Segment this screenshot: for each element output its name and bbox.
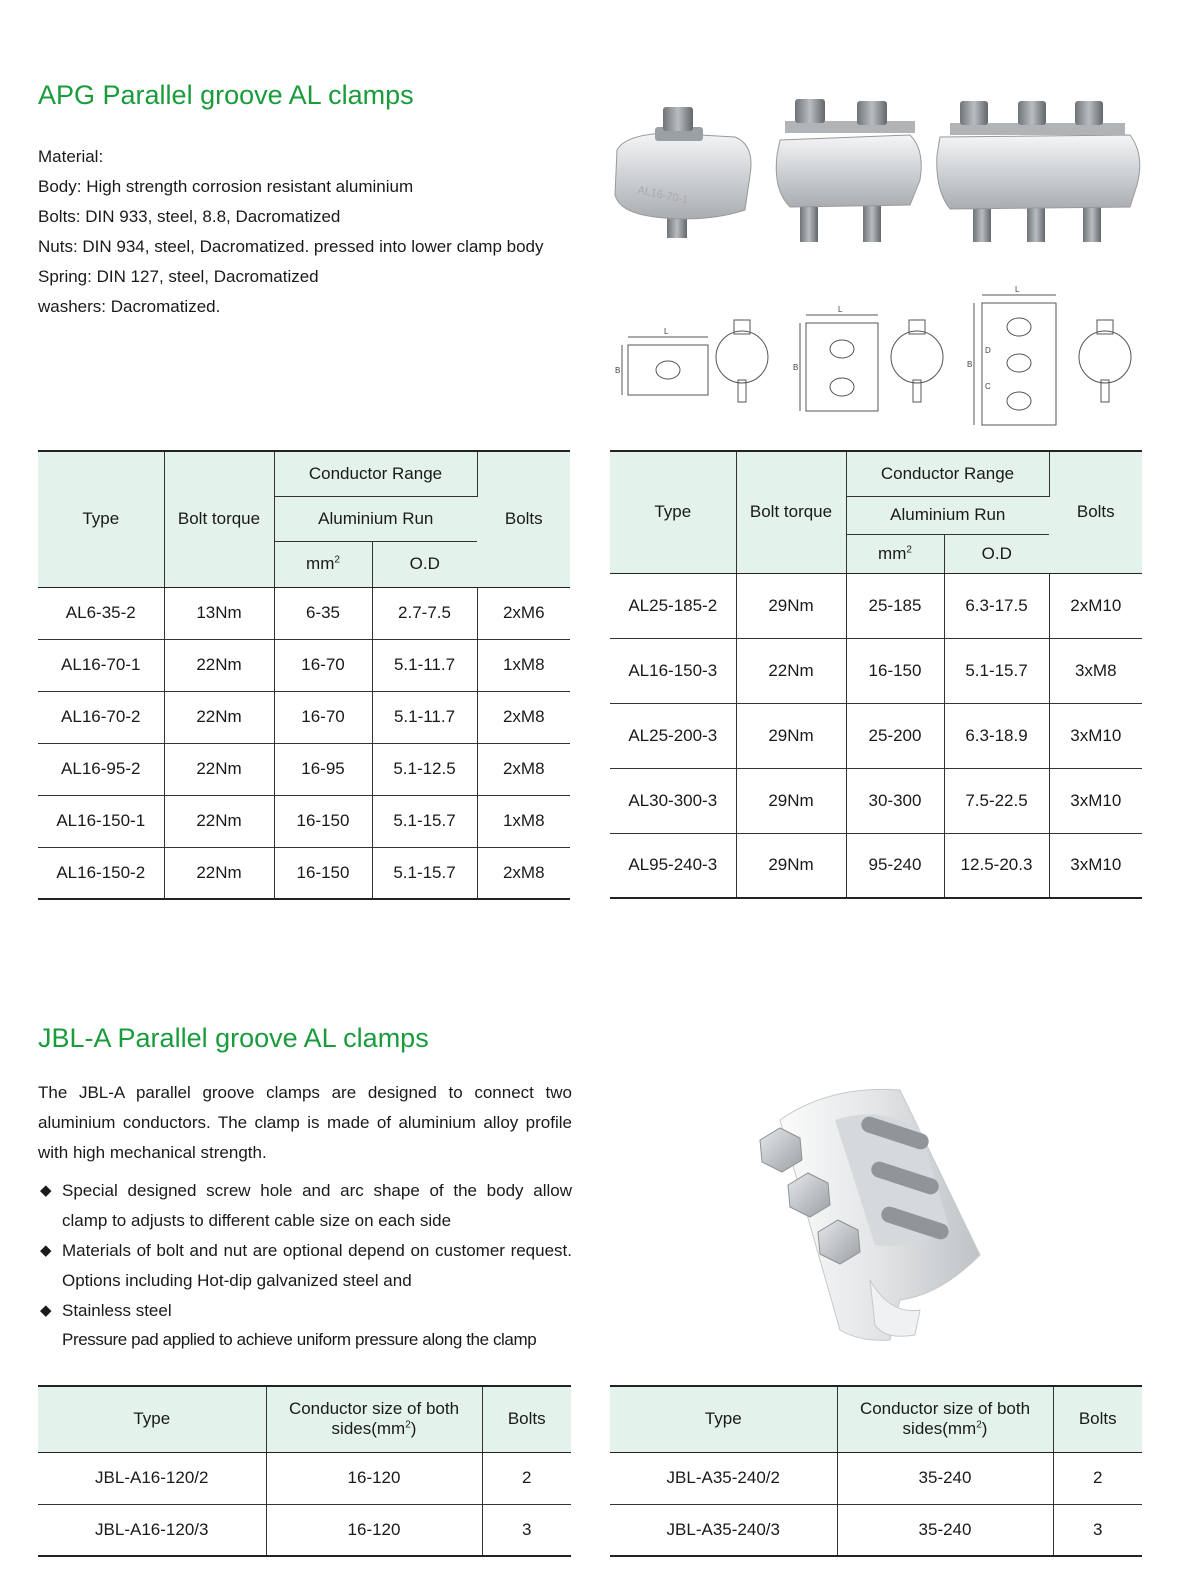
col-mm2: $mm^2$ bbox=[274, 541, 372, 587]
dim-label-b: B bbox=[967, 360, 973, 369]
material-line: Nuts: DIN 934, steel, Dacromatized. pressed into lower clamp body bbox=[38, 237, 544, 256]
diamond-bullet-icon: ◆ bbox=[40, 1182, 52, 1199]
col-conductor-size: Conductor size of both $sides(mm^2)$ bbox=[266, 1386, 482, 1452]
col-aluminium-run: Aluminium Run bbox=[846, 496, 1049, 534]
table-row: AL16-70-1 22Nm 16-70 5.1-11.7 1xM8 bbox=[38, 639, 570, 691]
dim-label-b: B bbox=[793, 363, 799, 372]
col-aluminium-run: Aluminium Run bbox=[274, 496, 477, 541]
jbl-feature-list bbox=[38, 1176, 572, 1326]
col-type: Type bbox=[38, 451, 164, 587]
col-conductor-size: Conductor size of both $sides(mm^2)$ bbox=[837, 1386, 1053, 1452]
col-bolts: Bolts bbox=[482, 1386, 571, 1452]
col-bolts: Bolts bbox=[1049, 451, 1142, 573]
apg-technical-drawings bbox=[612, 285, 1152, 430]
table-row: AL6-35-2 13Nm 6-35 2.7-7.5 2xM6 bbox=[38, 587, 570, 639]
dim-label-b: B bbox=[615, 366, 621, 375]
table-row: AL25-185-2 29Nm 25-185 6.3-17.5 2xM10 bbox=[610, 573, 1142, 638]
clamp-3bolt bbox=[937, 101, 1140, 242]
material-line: Body: High strength corrosion resistant aluminium bbox=[38, 177, 414, 196]
clamp-1bolt bbox=[615, 107, 751, 238]
clamp-2bolt bbox=[776, 99, 921, 242]
diamond-bullet-icon: ◆ bbox=[40, 1242, 52, 1259]
apg-material-list bbox=[38, 142, 608, 322]
jbl-intro: The JBL-A parallel groove clamps are designed to connect two aluminium conductors. The clamp is made of aluminium alloy profile with high mechanical strength. bbox=[38, 1083, 572, 1162]
drawing-2bolt-section bbox=[891, 320, 943, 402]
col-bolt-torque: Bolt torque bbox=[164, 451, 274, 587]
col-type: Type bbox=[610, 451, 736, 573]
apg-title: APG Parallel groove AL clamps bbox=[38, 80, 414, 110]
table-row: JBL-A16-120/3 16-120 3 bbox=[38, 1504, 571, 1556]
drawing-3bolt-section bbox=[1079, 320, 1131, 402]
drawing-1bolt-section bbox=[716, 320, 768, 402]
table-row: AL95-240-3 29Nm 95-240 12.5-20.3 3xM10 bbox=[610, 833, 1142, 898]
material-line: Material: bbox=[38, 147, 104, 166]
material-line: washers: Dacromatized. bbox=[38, 297, 221, 316]
dim-label-c: C bbox=[985, 382, 991, 391]
clamp-marking: AL16-70-1 bbox=[636, 184, 690, 207]
table-row: AL16-95-2 22Nm 16-95 5.1-12.5 2xM8 bbox=[38, 743, 570, 795]
table-row: AL16-150-3 22Nm 16-150 5.1-15.7 3xM8 bbox=[610, 638, 1142, 703]
list-item: ◆ Materials of bolt and nut are optional depend on customer request. Options including Hot-dip galvanized steel and bbox=[38, 1236, 572, 1296]
col-od: O.D bbox=[372, 541, 477, 587]
table-row: AL25-200-3 29Nm 25-200 6.3-18.9 3xM10 bbox=[610, 703, 1142, 768]
table-row: AL16-150-1 22Nm 16-150 5.1-15.7 1xM8 bbox=[38, 795, 570, 847]
table-row: AL16-70-2 22Nm 16-70 5.1-11.7 2xM8 bbox=[38, 691, 570, 743]
diamond-bullet-icon: ◆ bbox=[40, 1302, 52, 1319]
dim-label-l: L bbox=[838, 305, 843, 314]
table-row: JBL-A35-240/3 35-240 3 bbox=[610, 1504, 1142, 1556]
dim-label-l: L bbox=[664, 327, 669, 336]
material-line: Spring: DIN 127, steel, Dacromatized bbox=[38, 267, 319, 286]
jbl-title: JBL-A Parallel groove AL clamps bbox=[38, 1023, 429, 1053]
jbl-spec-table-left bbox=[38, 1385, 571, 1557]
table-row: JBL-A35-240/2 35-240 2 bbox=[610, 1452, 1142, 1504]
col-mm2: $mm^2$ bbox=[846, 534, 944, 573]
col-type: Type bbox=[38, 1386, 266, 1452]
apg-clamps-photo bbox=[605, 95, 1165, 255]
apg-spec-table-left bbox=[38, 450, 570, 900]
dim-label-d: D bbox=[985, 346, 991, 355]
table-row: AL30-300-3 29Nm 30-300 7.5-22.5 3xM10 bbox=[610, 768, 1142, 833]
list-item: ◆ Special designed screw hole and arc shape of the body allow clamp to adjusts to different cable size on each side bbox=[38, 1176, 572, 1236]
drawing-3bolt-plan bbox=[974, 295, 1056, 425]
col-bolt-torque: Bolt torque bbox=[736, 451, 846, 573]
col-type: Type bbox=[610, 1386, 837, 1452]
col-bolts: Bolts bbox=[477, 451, 570, 587]
col-conductor-range: Conductor Range bbox=[274, 451, 477, 496]
col-conductor-range: Conductor Range bbox=[846, 451, 1049, 496]
drawing-1bolt-plan bbox=[622, 337, 708, 395]
jbl-pressure-pad-note: Pressure pad applied to achieve uniform pressure along the clamp bbox=[62, 1330, 537, 1349]
col-bolts: Bolts bbox=[1053, 1386, 1142, 1452]
col-od: O.D bbox=[944, 534, 1049, 573]
list-item: ◆ Stainless steel bbox=[38, 1296, 572, 1326]
apg-spec-table-right bbox=[610, 450, 1142, 899]
dim-label-l: L bbox=[1015, 285, 1020, 294]
drawing-2bolt-plan bbox=[800, 315, 878, 411]
table-row: AL16-150-2 22Nm 16-150 5.1-15.7 2xM8 bbox=[38, 847, 570, 899]
table-row: JBL-A16-120/2 16-120 2 bbox=[38, 1452, 571, 1504]
material-line: Bolts: DIN 933, steel, 8.8, Dacromatized bbox=[38, 207, 341, 226]
jbl-spec-table-right bbox=[610, 1385, 1142, 1557]
jbl-clamp-photo bbox=[740, 1080, 990, 1350]
